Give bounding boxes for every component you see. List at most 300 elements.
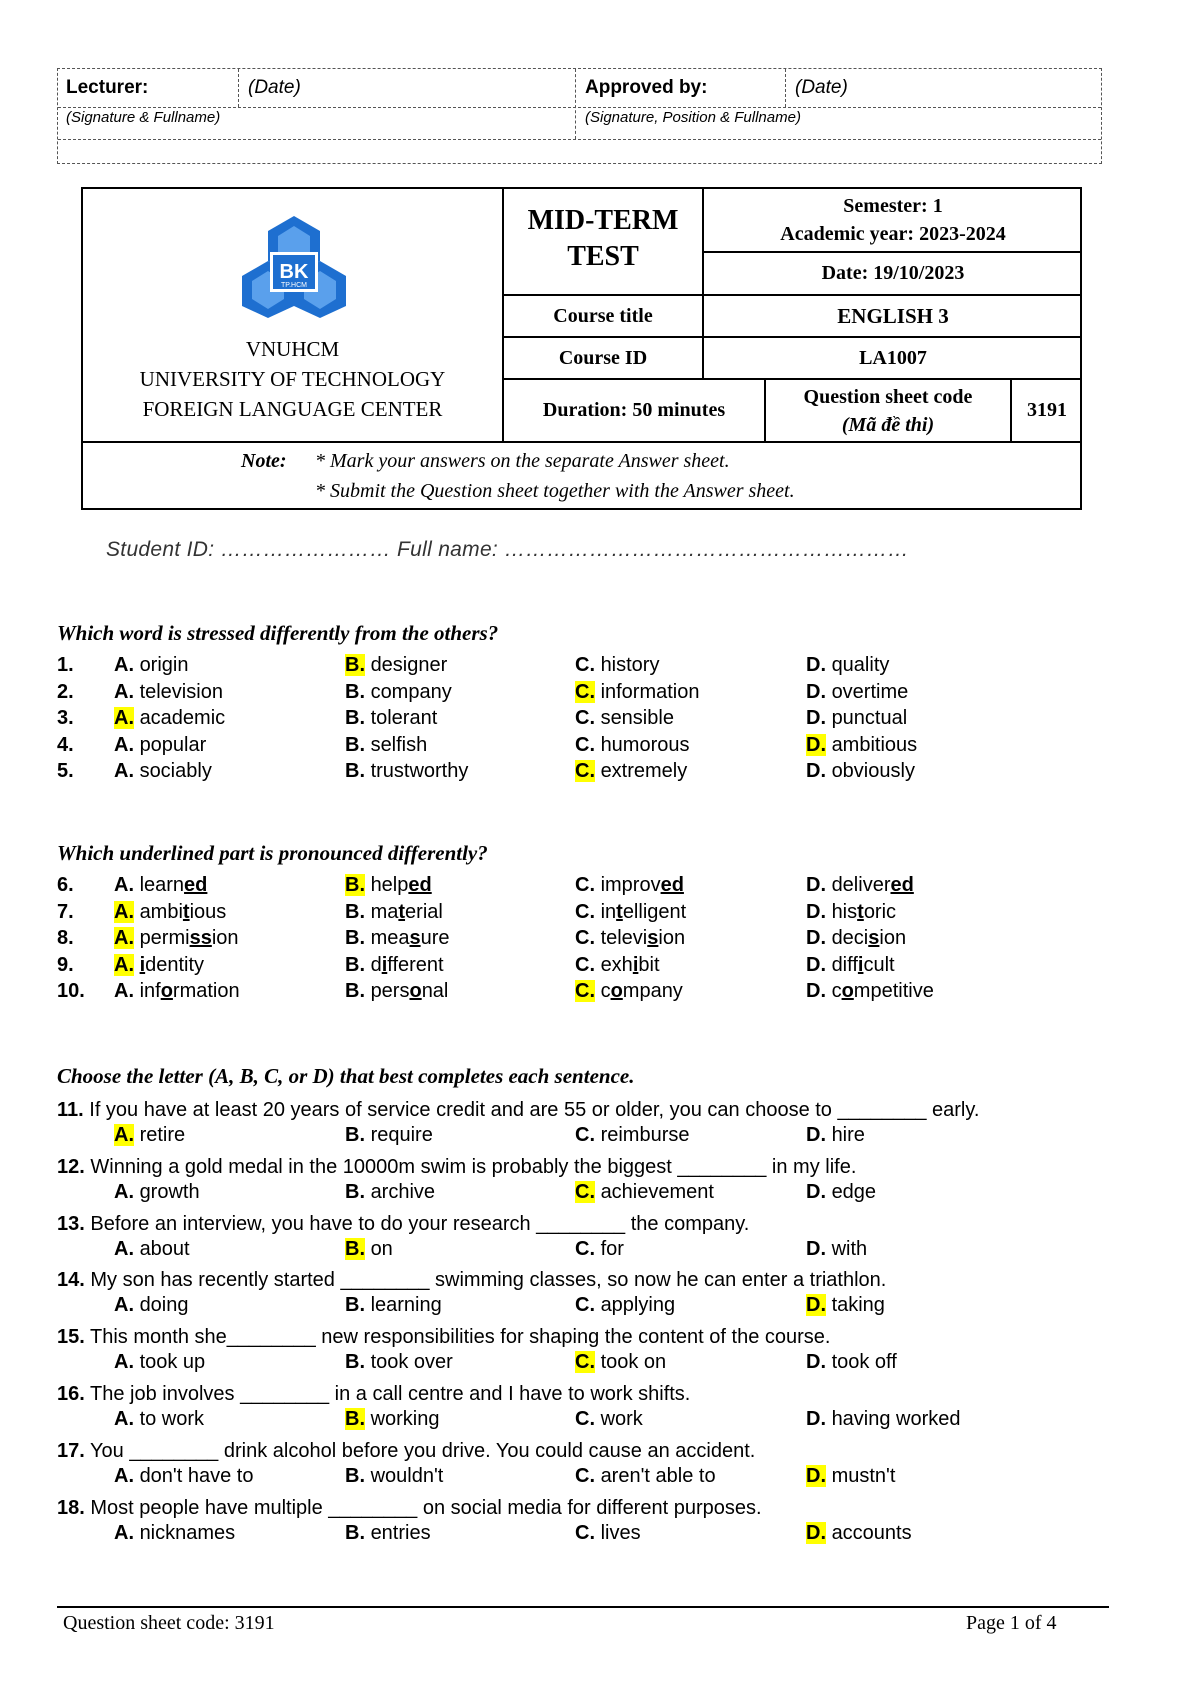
question-text: If you have at least 20 years of service credit and are 55 or older, you can choose to ________ early. — [89, 1099, 980, 1121]
option-text: edge — [831, 1180, 877, 1203]
approved-label: Approved by: — [585, 77, 708, 98]
option-c: C. company — [575, 980, 683, 1002]
option-b: B. personal — [345, 980, 449, 1002]
question-number: 18. — [57, 1496, 85, 1519]
question-options — [57, 1236, 1100, 1262]
option-text: took on — [600, 1351, 667, 1374]
option-text: to work — [139, 1408, 205, 1430]
option-text: archive — [370, 1180, 436, 1203]
note-label: Note: — [241, 450, 287, 472]
option-text: about — [139, 1237, 190, 1260]
option-letter: B. — [345, 1294, 365, 1317]
option-text: extremely — [600, 760, 688, 782]
option-c — [575, 1179, 714, 1205]
option-text: hire — [831, 1124, 865, 1146]
option-letter: A. — [114, 980, 134, 1002]
underlined-part: t — [398, 900, 406, 923]
option-letter: B. — [345, 760, 365, 782]
option-letter: B. — [345, 1408, 365, 1430]
option-letter: C. — [575, 654, 595, 676]
option-letter: D. — [806, 1294, 826, 1317]
footer-code: Question sheet code: 3191 — [63, 1612, 275, 1634]
option-letter: B. — [345, 900, 365, 923]
option-c: C. intelligent — [575, 900, 687, 923]
section-1-title: Which word is stressed differently from the others? — [57, 621, 499, 645]
underlined-part: i — [857, 953, 864, 976]
question-row — [57, 652, 1100, 678]
option-a — [114, 1520, 235, 1546]
question-row — [57, 679, 1100, 705]
option-d — [806, 1292, 885, 1318]
option-letter: D. — [806, 707, 826, 729]
lecturer-label: Lecturer: — [66, 77, 149, 98]
option-b — [345, 1463, 443, 1489]
option-letter: C. — [575, 900, 595, 923]
question-row — [57, 705, 1100, 731]
option-c — [575, 732, 690, 758]
question-number: 17. — [57, 1439, 85, 1462]
option-b — [345, 1179, 435, 1205]
option-b: B. helped — [345, 874, 432, 896]
question-number: 10. — [57, 980, 85, 1002]
option-c — [575, 679, 700, 705]
question-options — [57, 1463, 1100, 1489]
option-c: C. improved — [575, 874, 684, 896]
option-a — [114, 652, 188, 678]
option-letter: A. — [114, 707, 134, 729]
question-number: 5. — [57, 760, 74, 782]
option-letter: B. — [345, 1351, 365, 1374]
option-text: with — [831, 1237, 868, 1260]
question-text: The job involves ________ in a call centre and I have to work shifts. — [90, 1383, 691, 1405]
question-stem — [57, 1438, 755, 1464]
note-line-2: * Submit the Question sheet together with the Answer sheet. — [315, 480, 795, 502]
question-number: 16. — [57, 1383, 85, 1405]
option-text: nicknames — [139, 1521, 236, 1544]
option-letter: B. — [345, 874, 365, 896]
option-b: B. different — [345, 953, 444, 976]
option-text: origin — [139, 654, 189, 676]
option-letter: C. — [575, 927, 595, 949]
question-number: 9. — [57, 953, 74, 976]
option-letter: A. — [114, 1124, 134, 1146]
option-text: reimburse — [600, 1124, 690, 1146]
question-sheet-code-label: Question sheet code — [803, 386, 973, 408]
approved-date: (Date) — [795, 77, 848, 98]
question-row — [57, 872, 1100, 898]
option-letter: C. — [575, 1464, 595, 1487]
underlined-part: ed — [408, 874, 432, 896]
option-d — [806, 1520, 912, 1546]
option-c — [575, 652, 659, 678]
footer-divider — [57, 1606, 1109, 1608]
question-text: Most people have multiple ________ on social media for different purposes. — [90, 1496, 762, 1519]
option-b — [345, 1520, 431, 1546]
underlined-part: ed — [890, 874, 914, 896]
option-a — [114, 1406, 204, 1432]
option-letter: B. — [345, 654, 365, 676]
option-letter: D. — [806, 760, 826, 782]
option-letter: C. — [575, 980, 595, 1002]
option-b — [345, 652, 447, 678]
question-stem — [57, 1324, 830, 1350]
question-row — [57, 978, 1100, 1004]
underlined-part: o — [610, 980, 623, 1002]
signature-block — [57, 68, 1102, 164]
option-letter: B. — [345, 1237, 365, 1260]
option-text: information — [600, 680, 700, 703]
option-text: doing — [139, 1294, 189, 1317]
option-a — [114, 732, 206, 758]
question-stem — [57, 1267, 886, 1293]
option-a — [114, 1179, 200, 1205]
option-text: aren't able to — [600, 1464, 716, 1487]
option-letter: C. — [575, 733, 595, 756]
question-text: This month she________ new responsibilities for shaping the content of the course. — [90, 1326, 831, 1349]
option-c — [575, 1406, 643, 1432]
option-text: learning — [370, 1294, 442, 1317]
option-letter: D. — [806, 927, 826, 949]
question-row — [57, 925, 1100, 951]
option-letter: C. — [575, 760, 595, 782]
option-text: took off — [831, 1351, 897, 1374]
option-d — [806, 679, 908, 705]
option-a: A. permission — [114, 927, 239, 949]
question-options — [57, 1122, 1100, 1148]
option-text: academic — [139, 707, 226, 729]
option-letter: C. — [575, 1521, 595, 1544]
underlined-part: s — [647, 927, 659, 949]
option-letter: A. — [114, 1351, 134, 1374]
option-d: D. delivered — [806, 874, 914, 896]
option-b — [345, 1406, 439, 1432]
option-letter: D. — [806, 1180, 826, 1203]
option-text: history — [600, 654, 660, 676]
option-text: lives — [600, 1521, 641, 1544]
duration: Duration: 50 minutes — [542, 399, 726, 421]
question-number: 1. — [57, 654, 74, 676]
logo-subtext: TP.HCM — [281, 282, 307, 289]
question-stem — [57, 1381, 690, 1407]
underlined-part: ss — [189, 927, 212, 949]
question-stem — [57, 1495, 762, 1521]
option-letter: A. — [114, 1237, 134, 1260]
option-d — [806, 758, 915, 784]
option-text: work — [600, 1408, 643, 1430]
course-id: LA1007 — [859, 347, 927, 369]
option-text: sensible — [600, 707, 674, 729]
option-d: D. difficult — [806, 953, 895, 976]
option-letter: A. — [114, 900, 134, 923]
exam-header-table — [81, 187, 1082, 510]
option-a — [114, 1236, 190, 1262]
option-text: punctual — [831, 707, 908, 729]
lecturer-signature-note: (Signature & Fullname) — [66, 109, 221, 126]
option-b — [345, 732, 427, 758]
option-text: achievement — [600, 1180, 714, 1203]
option-d — [806, 1406, 961, 1432]
question-stem — [57, 1154, 856, 1180]
underlined-part: o — [409, 980, 422, 1002]
option-c — [575, 1520, 641, 1546]
option-letter: D. — [806, 953, 826, 976]
option-letter: C. — [575, 1351, 595, 1374]
option-letter: A. — [114, 654, 134, 676]
option-letter: D. — [806, 980, 826, 1002]
option-text: television — [139, 680, 223, 703]
option-text: working — [370, 1408, 440, 1430]
course-title-label: Course title — [553, 305, 653, 327]
question-stem — [57, 1211, 749, 1237]
option-letter: C. — [575, 680, 595, 703]
test-title-line1: MID-TERM — [527, 205, 679, 236]
option-c: C. exhibit — [575, 953, 660, 976]
option-c — [575, 758, 687, 784]
option-text: took up — [139, 1351, 206, 1374]
option-letter: C. — [575, 1124, 595, 1146]
semester: Semester: 1 — [843, 195, 943, 217]
question-number: 14. — [57, 1269, 85, 1292]
option-text: mustn't — [831, 1464, 896, 1487]
option-letter: B. — [345, 1124, 365, 1146]
option-d — [806, 1236, 867, 1262]
option-d — [806, 1349, 897, 1375]
question-text: My son has recently started ________ swimming classes, so now he can enter a triathlon. — [90, 1269, 887, 1292]
option-text: quality — [831, 654, 890, 676]
option-b — [345, 679, 452, 705]
option-a — [114, 1463, 253, 1489]
option-text: ambitious — [831, 733, 918, 756]
option-text: took over — [370, 1351, 453, 1374]
lecturer-date: (Date) — [248, 77, 301, 98]
question-row — [57, 758, 1100, 784]
footer-page: Page 1 of 4 — [966, 1612, 1057, 1634]
course-title: ENGLISH 3 — [837, 304, 949, 328]
option-a: A. ambitious — [114, 900, 227, 923]
option-c — [575, 1292, 675, 1318]
option-letter: A. — [114, 1180, 134, 1203]
option-letter: A. — [114, 733, 134, 756]
option-d — [806, 1179, 876, 1205]
question-stem — [57, 1097, 979, 1123]
option-text: retire — [139, 1124, 186, 1146]
option-a — [114, 679, 223, 705]
option-c — [575, 705, 674, 731]
option-d: D. historic — [806, 900, 897, 923]
option-letter: D. — [806, 1408, 826, 1430]
option-letter: C. — [575, 953, 595, 976]
option-b — [345, 758, 468, 784]
option-letter: D. — [806, 1464, 826, 1487]
test-title-line2: TEST — [567, 241, 639, 272]
option-letter: C. — [575, 707, 595, 729]
question-options — [57, 1292, 1100, 1318]
logo-text: BK — [279, 261, 309, 283]
option-a: A. information — [114, 980, 240, 1002]
underlined-part: ed — [660, 874, 684, 896]
org-name-2: UNIVERSITY OF TECHNOLOGY — [139, 367, 446, 391]
option-text: obviously — [831, 760, 915, 782]
question-number: 6. — [57, 874, 74, 896]
option-c — [575, 1349, 666, 1375]
option-c: C. television — [575, 927, 686, 949]
underlined-part: s — [409, 927, 421, 949]
option-b: B. measure — [345, 927, 450, 949]
question-row — [57, 732, 1100, 758]
option-text: overtime — [831, 680, 909, 703]
question-number: 13. — [57, 1212, 85, 1235]
question-sheet-code-label-vi: (Mã đề thi) — [841, 414, 935, 436]
question-options — [57, 1179, 1100, 1205]
option-text: taking — [831, 1294, 885, 1317]
option-text: trustworthy — [370, 760, 469, 782]
option-letter: D. — [806, 1124, 826, 1146]
option-d — [806, 732, 917, 758]
section-2-title: Which underlined part is pronounced differently? — [57, 841, 488, 865]
question-options — [57, 1349, 1100, 1375]
question-number: 11. — [57, 1099, 84, 1121]
student-info-line: Student ID: …………………… Full name: ………………………………………………… — [106, 538, 909, 561]
option-text: applying — [600, 1294, 676, 1317]
org-name-1: VNUHCM — [245, 337, 340, 361]
option-letter: B. — [345, 927, 365, 949]
university-logo — [238, 214, 350, 319]
exam-date: Date: 19/10/2023 — [821, 262, 965, 284]
underlined-part: o — [841, 980, 854, 1002]
section-3-title: Choose the letter (A, B, C, or D) that best completes each sentence. — [57, 1064, 635, 1088]
question-text: Before an interview, you have to do your research ________ the company. — [90, 1212, 750, 1235]
question-options — [57, 1406, 1100, 1432]
option-b — [345, 1292, 442, 1318]
option-b — [345, 705, 437, 731]
question-options — [57, 1520, 1100, 1546]
option-letter: A. — [114, 1294, 134, 1317]
option-a — [114, 1122, 185, 1148]
option-a — [114, 1292, 189, 1318]
option-text: designer — [370, 654, 448, 676]
option-letter: C. — [575, 1408, 595, 1430]
option-text: tolerant — [370, 707, 438, 729]
option-letter: A. — [114, 1521, 134, 1544]
option-letter: B. — [345, 1464, 365, 1487]
underlined-part: o — [160, 980, 173, 1002]
option-letter: D. — [806, 1237, 826, 1260]
option-letter: A. — [114, 760, 134, 782]
option-letter: D. — [806, 1521, 826, 1544]
option-d — [806, 1463, 895, 1489]
option-text: wouldn't — [370, 1464, 444, 1487]
question-row — [57, 899, 1100, 925]
option-letter: A. — [114, 1408, 134, 1430]
academic-year: Academic year: 2023-2024 — [780, 223, 1006, 245]
option-text: growth — [139, 1180, 200, 1203]
option-letter: A. — [114, 680, 134, 703]
option-letter: A. — [114, 1464, 134, 1487]
option-c — [575, 1463, 716, 1489]
option-letter: B. — [345, 1521, 365, 1544]
option-letter: B. — [345, 707, 365, 729]
org-name-3: FOREIGN LANGUAGE CENTER — [142, 397, 443, 421]
option-letter: B. — [345, 1180, 365, 1203]
option-letter: A. — [114, 874, 134, 896]
question-number: 3. — [57, 707, 74, 729]
option-text: having worked — [831, 1408, 961, 1430]
option-letter: B. — [345, 733, 365, 756]
option-c — [575, 1122, 689, 1148]
question-number: 2. — [57, 680, 74, 703]
question-number: 7. — [57, 900, 74, 923]
question-row — [57, 952, 1100, 978]
option-letter: D. — [806, 733, 826, 756]
option-letter: C. — [575, 874, 595, 896]
question-text: Winning a gold medal in the 10000m swim is probably the biggest ________ in my life. — [90, 1155, 857, 1178]
option-b — [345, 1236, 393, 1262]
option-text: humorous — [600, 733, 690, 756]
option-letter: D. — [806, 680, 826, 703]
option-letter: A. — [114, 927, 134, 949]
question-number: 8. — [57, 927, 74, 949]
option-a — [114, 1349, 205, 1375]
option-letter: C. — [575, 1237, 595, 1260]
option-letter: D. — [806, 900, 826, 923]
option-a — [114, 705, 225, 731]
underlined-part: t — [857, 900, 864, 923]
option-text: for — [600, 1237, 624, 1260]
note-line-1: * Mark your answers on the separate Answer sheet. — [315, 450, 730, 472]
underlined-part: t — [616, 900, 623, 923]
option-text: entries — [370, 1521, 431, 1544]
option-letter: B. — [345, 980, 365, 1002]
option-letter: C. — [575, 1180, 595, 1203]
question-number: 4. — [57, 733, 74, 756]
option-letter: B. — [345, 680, 365, 703]
question-text: You ________ drink alcohol before you drive. You could cause an accident. — [90, 1439, 756, 1462]
option-b: B. material — [345, 900, 443, 923]
option-d: D. competitive — [806, 980, 934, 1002]
option-b — [345, 1122, 433, 1148]
option-d: D. decision — [806, 927, 907, 949]
underlined-part: i — [632, 953, 639, 976]
option-a — [114, 758, 212, 784]
question-number: 12. — [57, 1155, 85, 1178]
option-text: accounts — [831, 1521, 912, 1544]
underlined-part: i — [139, 953, 146, 976]
option-text: company — [370, 680, 452, 703]
option-a: A. identity — [114, 953, 205, 976]
option-letter: C. — [575, 1294, 595, 1317]
underlined-part: s — [868, 927, 880, 949]
approved-signature-note: (Signature, Position & Fullname) — [585, 109, 801, 126]
option-text: don't have to — [139, 1464, 254, 1487]
option-d — [806, 705, 907, 731]
option-letter: A. — [114, 953, 134, 976]
option-letter: D. — [806, 874, 826, 896]
option-b — [345, 1349, 453, 1375]
course-id-label: Course ID — [558, 347, 648, 369]
option-text: require — [370, 1124, 433, 1146]
option-text: popular — [139, 733, 207, 756]
option-text: selfish — [370, 733, 428, 756]
option-letter: B. — [345, 953, 365, 976]
underlined-part: ed — [184, 874, 208, 896]
underlined-part: t — [182, 900, 190, 923]
option-d — [806, 1122, 865, 1148]
option-text: on — [370, 1237, 393, 1260]
option-c — [575, 1236, 624, 1262]
question-sheet-code: 3191 — [1027, 399, 1067, 421]
option-letter: D. — [806, 654, 826, 676]
option-d — [806, 652, 889, 678]
